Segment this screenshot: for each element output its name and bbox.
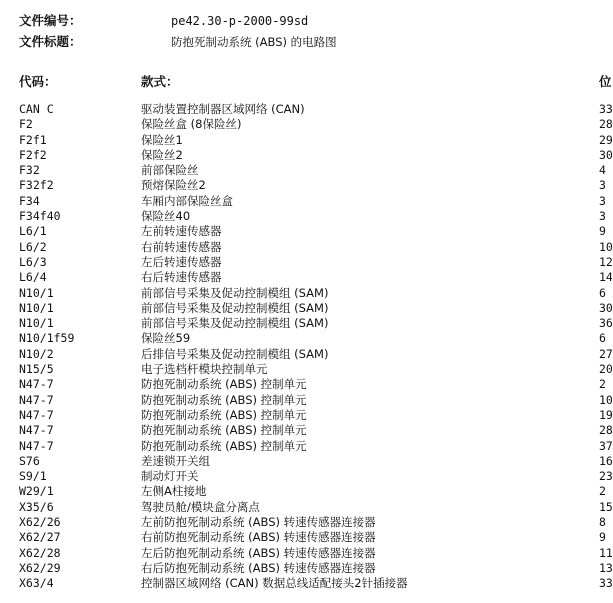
table-row bbox=[0, 239, 613, 255]
table-row bbox=[0, 362, 613, 377]
table-row bbox=[0, 316, 613, 331]
table-row bbox=[0, 545, 613, 561]
component-table bbox=[0, 102, 613, 592]
component-position: 36 bbox=[599, 316, 613, 331]
component-position: 30 bbox=[599, 147, 613, 162]
component-description: 后排信号采集及促动控制模组 (SAM) bbox=[141, 346, 329, 361]
component-position: 3 bbox=[599, 193, 606, 208]
component-position: 33 bbox=[599, 576, 613, 591]
component-position: 8 bbox=[599, 515, 606, 530]
column-header-code: 代码： bbox=[19, 74, 57, 89]
component-description: 左前转速传感器 bbox=[141, 224, 222, 239]
component-code: S9/1 bbox=[19, 469, 47, 484]
component-code: S76 bbox=[19, 453, 40, 468]
component-position: 12 bbox=[599, 254, 613, 269]
table-row bbox=[0, 377, 609, 392]
component-code: X35/6 bbox=[19, 499, 54, 514]
component-code: F34 bbox=[19, 193, 40, 208]
component-position: 16 bbox=[599, 453, 613, 468]
component-code: N47-7 bbox=[19, 377, 54, 392]
component-description: 右后防抱死制动系统 (ABS) 转速传感器连接器 bbox=[141, 560, 376, 575]
component-code: X62/28 bbox=[19, 545, 61, 560]
component-description: 前部保险丝 bbox=[141, 163, 199, 178]
component-position: 37 bbox=[599, 438, 613, 453]
component-code: F34f40 bbox=[19, 209, 61, 224]
component-description: 驱动装置控制器区域网络 (CAN) bbox=[141, 102, 305, 116]
component-description: 防抱死制动系统 (ABS) 控制单元 bbox=[141, 438, 307, 453]
component-description: 驾驶员舱/模块盒分离点 bbox=[141, 499, 260, 514]
table-row bbox=[0, 560, 613, 576]
component-code: N15/5 bbox=[19, 362, 54, 377]
table-row bbox=[0, 102, 613, 117]
component-code: F2 bbox=[19, 117, 33, 132]
column-header-pos: 位 bbox=[599, 74, 612, 89]
component-code: N10/1f59 bbox=[19, 331, 75, 346]
table-row bbox=[0, 270, 613, 285]
doc-number-label: 文件编号： bbox=[19, 13, 82, 28]
component-position: 4 bbox=[599, 163, 606, 178]
component-position: 2 bbox=[599, 377, 606, 392]
component-position: 10 bbox=[599, 392, 613, 407]
component-description: 前部信号采集及促动控制模组 (SAM) bbox=[141, 300, 329, 315]
component-position: 3 bbox=[599, 209, 606, 224]
component-description: 前部信号采集及促动控制模组 (SAM) bbox=[141, 285, 329, 300]
table-row bbox=[0, 438, 613, 454]
component-code: N47-7 bbox=[19, 392, 54, 407]
component-position: 10 bbox=[599, 239, 613, 254]
component-code: W29/1 bbox=[19, 484, 54, 499]
table-row bbox=[0, 469, 613, 484]
table-row bbox=[0, 224, 609, 239]
component-position: 29 bbox=[599, 132, 613, 147]
component-description: 保险丝1 bbox=[141, 132, 183, 147]
table-row bbox=[0, 530, 609, 545]
table-row bbox=[0, 117, 613, 132]
table-row bbox=[0, 331, 609, 346]
component-code: N10/1 bbox=[19, 285, 54, 300]
table-row bbox=[0, 423, 613, 438]
component-description: 车厢内部保险丝盒 bbox=[141, 193, 233, 208]
component-position: 14 bbox=[599, 270, 613, 285]
table-row bbox=[0, 254, 613, 270]
component-position: 28 bbox=[599, 423, 613, 438]
component-position: 6 bbox=[599, 285, 606, 300]
table-row bbox=[0, 407, 613, 423]
component-position: 19 bbox=[599, 407, 613, 422]
table-row bbox=[0, 300, 613, 316]
column-header-desc: 款式： bbox=[141, 74, 179, 89]
component-code: X62/29 bbox=[19, 560, 61, 575]
table-row bbox=[0, 209, 609, 224]
component-description: 防抱死制动系统 (ABS) 控制单元 bbox=[141, 392, 307, 407]
component-position: 2 bbox=[599, 484, 606, 499]
component-position: 11 bbox=[599, 545, 613, 560]
component-code: N47-7 bbox=[19, 423, 54, 438]
component-code: F32 bbox=[19, 163, 40, 178]
component-code: F2f2 bbox=[19, 147, 47, 162]
component-position: 33 bbox=[599, 102, 613, 116]
component-description: 保险丝盒 (8保险丝) bbox=[141, 117, 242, 132]
component-code: L6/3 bbox=[19, 254, 47, 269]
component-position: 15 bbox=[599, 499, 613, 514]
component-description: 差速锁开关组 bbox=[141, 453, 210, 468]
component-code: N47-7 bbox=[19, 438, 54, 453]
component-position: 6 bbox=[599, 331, 606, 346]
table-row bbox=[0, 484, 609, 499]
table-row bbox=[0, 453, 613, 469]
table-row bbox=[0, 132, 613, 148]
component-description: 保险丝2 bbox=[141, 147, 183, 162]
component-code: L6/1 bbox=[19, 224, 47, 239]
component-code: N10/1 bbox=[19, 316, 54, 331]
component-description: 防抱死制动系统 (ABS) 控制单元 bbox=[141, 423, 307, 438]
component-code: CAN C bbox=[19, 102, 54, 116]
component-position: 9 bbox=[599, 224, 606, 239]
component-description: 左后转速传感器 bbox=[141, 254, 222, 269]
component-description: 左后防抱死制动系统 (ABS) 转速传感器连接器 bbox=[141, 545, 376, 560]
component-code: X62/27 bbox=[19, 530, 61, 545]
table-row bbox=[0, 346, 613, 362]
table-row bbox=[0, 392, 613, 408]
component-description: 左前防抱死制动系统 (ABS) 转速传感器连接器 bbox=[141, 515, 376, 530]
component-description: 预熔保险丝2 bbox=[141, 178, 206, 193]
doc-number-value: pe42.30-p-2000-99sd bbox=[171, 14, 309, 28]
component-position: 3 bbox=[599, 178, 606, 193]
component-code: N10/2 bbox=[19, 346, 54, 361]
component-description: 左侧A柱接地 bbox=[141, 484, 207, 499]
table-row bbox=[0, 515, 609, 530]
component-description: 控制器区域网络 (CAN) 数据总线适配接头2针插接器 bbox=[141, 576, 408, 591]
component-description: 防抱死制动系统 (ABS) 控制单元 bbox=[141, 407, 307, 422]
component-code: F32f2 bbox=[19, 178, 54, 193]
component-code: L6/4 bbox=[19, 270, 47, 285]
component-description: 电子选档杆模块控制单元 bbox=[141, 362, 268, 377]
component-position: 28 bbox=[599, 117, 613, 132]
table-row bbox=[0, 194, 609, 209]
table-row bbox=[0, 163, 609, 178]
table-row bbox=[0, 576, 613, 591]
component-description: 防抱死制动系统 (ABS) 控制单元 bbox=[141, 377, 307, 392]
component-position: 23 bbox=[599, 469, 613, 484]
component-position: 30 bbox=[599, 300, 613, 315]
table-row bbox=[0, 286, 609, 301]
doc-title-value: 防抱死制动系统 (ABS) 的电路图 bbox=[171, 35, 337, 49]
component-code: L6/2 bbox=[19, 239, 47, 254]
component-description: 保险丝59 bbox=[141, 331, 191, 346]
component-description: 制动灯开关 bbox=[141, 469, 199, 484]
component-position: 27 bbox=[599, 346, 613, 361]
component-position: 13 bbox=[599, 560, 613, 575]
component-code: X63/4 bbox=[19, 576, 54, 591]
component-position: 9 bbox=[599, 530, 606, 545]
table-row bbox=[0, 499, 613, 515]
component-code: F2f1 bbox=[19, 132, 47, 147]
doc-title-label: 文件标题： bbox=[19, 34, 82, 49]
table-row bbox=[0, 147, 613, 163]
component-code: N10/1 bbox=[19, 300, 54, 315]
component-description: 右前转速传感器 bbox=[141, 239, 222, 254]
component-description: 右后转速传感器 bbox=[141, 270, 222, 285]
component-code: X62/26 bbox=[19, 515, 61, 530]
component-description: 右前防抱死制动系统 (ABS) 转速传感器连接器 bbox=[141, 530, 376, 545]
component-position: 20 bbox=[599, 362, 613, 377]
table-row bbox=[0, 178, 609, 193]
component-description: 前部信号采集及促动控制模组 (SAM) bbox=[141, 316, 329, 331]
component-code: N47-7 bbox=[19, 407, 54, 422]
component-description: 保险丝40 bbox=[141, 209, 191, 224]
